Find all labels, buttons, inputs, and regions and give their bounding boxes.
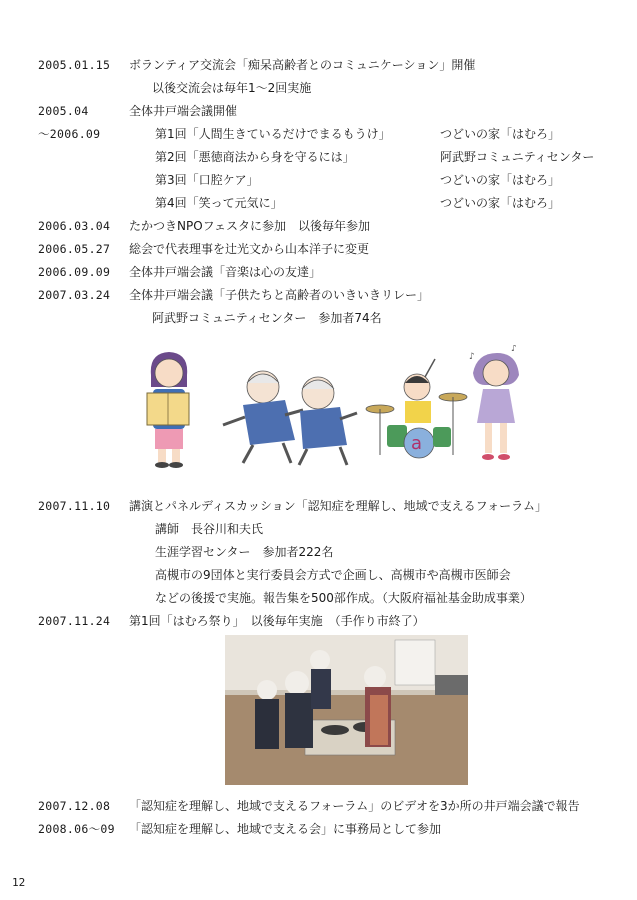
entry-date: 2008.06～09: [38, 822, 115, 836]
entry-date: 2005.01.15: [38, 58, 111, 72]
entry-text: 「認知症を理解し、地域で支える会」に事務局として参加: [129, 822, 442, 836]
entry-text: 第1回「はむろ祭り」 以後毎年実施 （手作り市終了）: [129, 614, 425, 628]
svg-text:a: a: [411, 433, 423, 454]
entry-text: 全体井戸端会議「子供たちと高齢者のいきいきリレー」: [129, 288, 430, 302]
entry-date: 2007.12.08: [38, 799, 111, 813]
entry-text: たかつきNPOフェスタに参加 以後毎年参加: [129, 219, 371, 233]
event-photo: [225, 635, 468, 785]
entry-date: 2007.11.10: [38, 499, 111, 513]
girl-singing-figure: [469, 345, 519, 460]
entry-date: 2006.09.09: [38, 265, 111, 279]
session-title: 第3回「口腔ケア」: [155, 173, 259, 187]
seniors-dancing-figures: [223, 371, 357, 465]
entry-text: などの後援で実施。報告集を500部作成。（大阪府福祉基金助成事業）: [155, 591, 532, 605]
entry-date: 2006.05.27: [38, 242, 111, 256]
svg-text:♪: ♪: [469, 352, 475, 362]
session-title: 第1回「人間生きているだけでまるもうけ」: [155, 127, 391, 141]
entry-date: 2005.04: [38, 104, 89, 118]
svg-text:♪: ♪: [511, 345, 517, 354]
session-title: 第4回「笑って元気に」: [155, 196, 283, 210]
session-title: 第2回「悪徳商法から身を守るには」: [155, 150, 355, 164]
entry-text: 講演とパネルディスカッション「認知症を理解し、地域で支えるフォーラム」: [129, 499, 547, 513]
session-venue: つどいの家「はむろ」: [440, 127, 561, 141]
session-venue: つどいの家「はむろ」: [440, 173, 561, 187]
entry-text: 総会で代表理事を辻光文から山本洋子に変更: [129, 242, 370, 256]
illustration: [135, 345, 530, 475]
entry-text: 「認知症を理解し、地域で支えるフォーラム」のビデオを3か所の井戸端会議で報告: [129, 799, 580, 813]
entry-text: 全体井戸端会議「音楽は心の友達」: [129, 265, 322, 279]
entry-text: 講師 長谷川和夫氏: [155, 522, 264, 536]
entry-text: 全体井戸端会議開催: [129, 104, 238, 118]
entry-date: ～2006.09: [38, 127, 101, 141]
entry-date: 2007.03.24: [38, 288, 111, 302]
boy-drumming-figure: [366, 359, 467, 458]
entry-date: 2007.11.24: [38, 614, 111, 628]
entry-text: 高槻市の9団体と実行委員会方式で企画し、高槻市や高槻市医師会: [155, 568, 511, 582]
entry-text: 阿武野コミュニティセンター 参加者74名: [152, 311, 382, 325]
girl-reading-figure: [147, 352, 189, 468]
entry-text: 生涯学習センター 参加者222名: [155, 545, 334, 559]
session-venue: 阿武野コミュニティセンター: [440, 150, 595, 164]
entry-text: ボランティア交流会「痴呆高齢者とのコミュニケーション」開催: [129, 58, 476, 72]
session-venue: つどいの家「はむろ」: [440, 196, 561, 210]
page-number: 12: [12, 876, 26, 889]
entry-text: 以後交流会は毎年1～2回実施: [152, 81, 312, 95]
entry-date: 2006.03.04: [38, 219, 111, 233]
